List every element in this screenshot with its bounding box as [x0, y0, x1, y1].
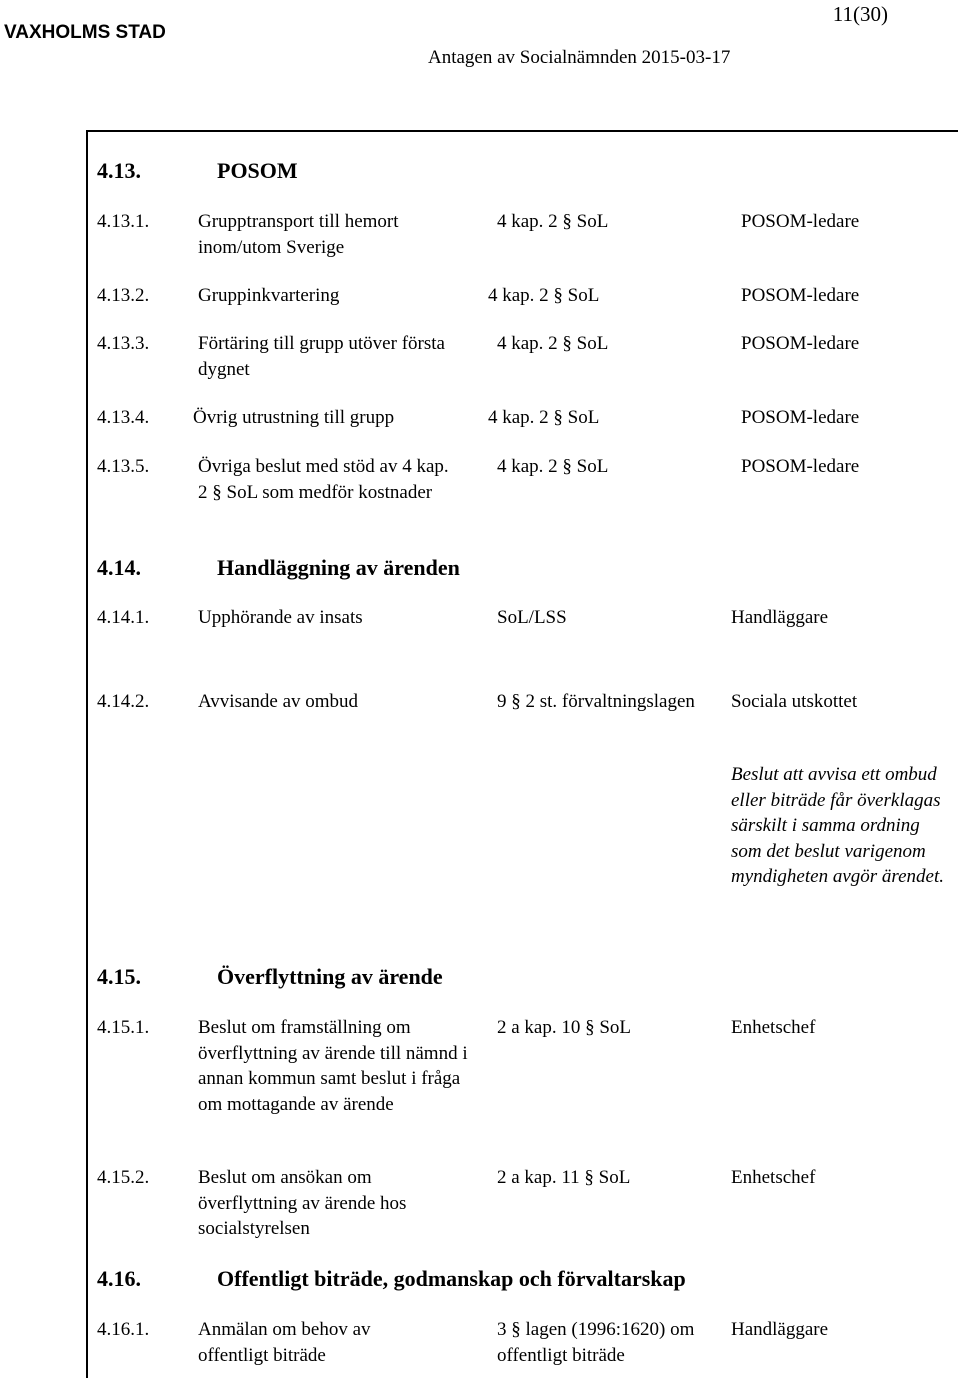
item-delegate: Handläggare	[731, 607, 829, 628]
item-number: 4.14.2.	[97, 691, 150, 712]
item-number: 4.15.2.	[97, 1167, 150, 1188]
item-description: Upphörande av insats	[198, 607, 363, 628]
organization-name: VAXHOLMS STAD	[4, 22, 166, 43]
item-number: 4.13.4.	[97, 407, 150, 428]
item-description: Förtäring till grupp utöver första dygnet	[198, 333, 445, 380]
item-law: 4 kap. 2 § SoL	[488, 407, 600, 428]
section-title: Överflyttning av ärende	[217, 964, 443, 989]
item-delegate: POSOM-ledare	[741, 456, 860, 477]
item-description: Grupptransport till hemort inom/utom Sverige	[198, 211, 399, 258]
item-number: 4.16.1.	[97, 1319, 150, 1340]
item-description: Övrig utrustning till grupp	[193, 407, 395, 428]
page-number: 11(30)	[832, 2, 888, 26]
item-delegate: POSOM-ledare	[741, 333, 860, 354]
section-number: 4.15.	[97, 964, 141, 989]
section-title: Offentligt biträde, godmanskap och förvaltarskap	[217, 1266, 686, 1291]
section-number: 4.16.	[97, 1266, 141, 1291]
item-number: 4.15.1.	[97, 1017, 150, 1038]
item-law: SoL/LSS	[497, 607, 567, 628]
item-description: Beslut om ansökan om överflyttning av ärende hos socialstyrelsen	[198, 1167, 407, 1239]
item-description: Avvisande av ombud	[198, 691, 359, 712]
item-delegate: Enhetschef	[731, 1167, 816, 1188]
item-number: 4.13.1.	[97, 211, 150, 232]
item-description: Övriga beslut med stöd av 4 kap. 2 § SoL som medför kostnader	[198, 456, 449, 503]
item-law: 4 kap. 2 § SoL	[497, 456, 609, 477]
section-number: 4.13.	[97, 158, 141, 183]
item-delegate: POSOM-ledare	[741, 211, 860, 232]
item-description: Beslut om framställning om överflyttning av ärende till nämnd i annan kommun samt beslut i fråga om mottagande av ärende	[198, 1017, 468, 1115]
item-law: 9 § 2 st. förvaltningslagen	[497, 691, 695, 712]
item-delegate: Enhetschef	[731, 1017, 816, 1038]
item-delegate: Handläggare	[731, 1319, 829, 1340]
item-law: 4 kap. 2 § SoL	[497, 211, 609, 232]
item-law: 2 a kap. 10 § SoL	[497, 1017, 632, 1038]
section-title: POSOM	[217, 158, 298, 183]
item-law: 2 a kap. 11 § SoL	[497, 1167, 631, 1188]
item-number: 4.14.1.	[97, 607, 150, 628]
section-title: Handläggning av ärenden	[217, 555, 460, 580]
item-description: Anmälan om behov av offentligt biträde	[198, 1319, 371, 1366]
item-number: 4.13.3.	[97, 333, 150, 354]
item-delegate: POSOM-ledare	[741, 407, 860, 428]
item-number: 4.13.2.	[97, 285, 150, 306]
item-description: Gruppinkvartering	[198, 285, 340, 306]
section-number: 4.14.	[97, 555, 141, 580]
item-law: 3 § lagen (1996:1620) om offentligt biträde	[497, 1319, 695, 1366]
item-delegate: Sociala utskottet	[731, 691, 858, 712]
item-note: Beslut att avvisa ett ombud eller biträde får överklagas särskilt i samma ordning som det beslut varigenom myndigheten avgör ärendet.	[731, 764, 944, 887]
item-delegate: POSOM-ledare	[741, 285, 860, 306]
adoption-note: Antagen av Socialnämnden 2015-03-17	[428, 47, 731, 68]
item-number: 4.13.5.	[97, 456, 150, 477]
item-law: 4 kap. 2 § SoL	[488, 285, 600, 306]
item-law: 4 kap. 2 § SoL	[497, 333, 609, 354]
